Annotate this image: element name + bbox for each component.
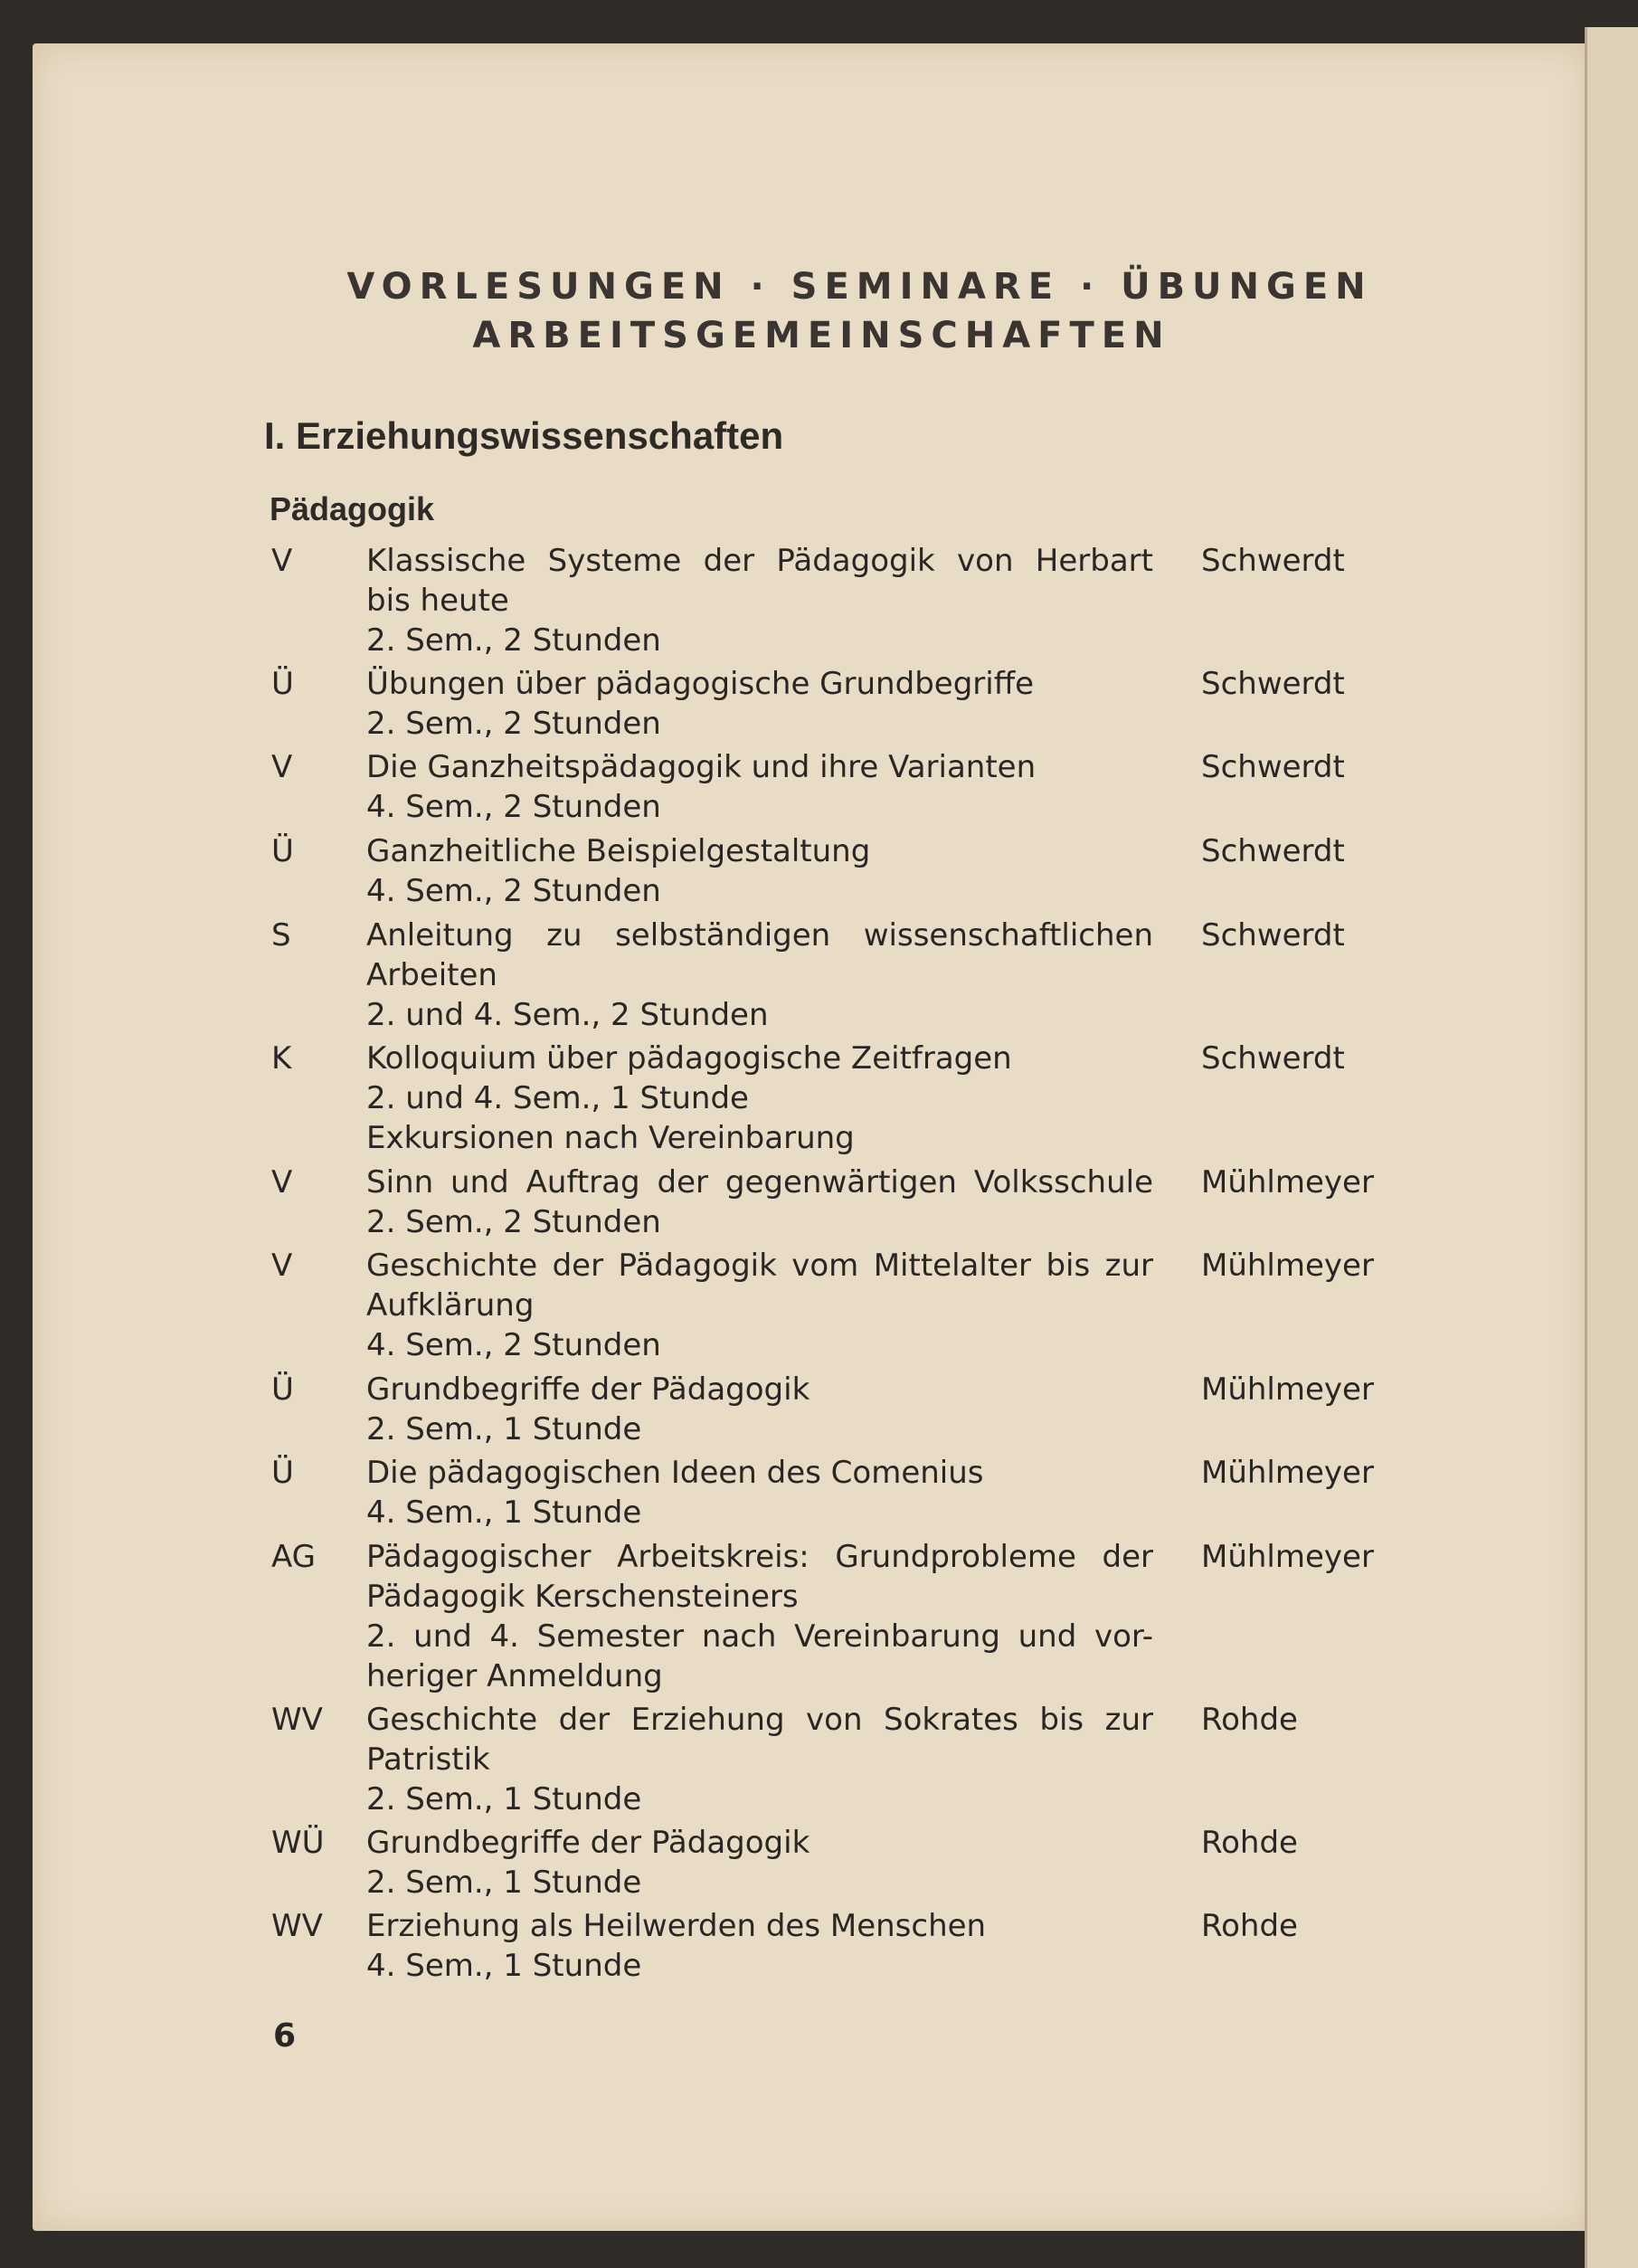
course-line: Grundbegriffe der Pädagogik [366,1371,810,1408]
page-number: 6 [273,2017,297,2054]
lecturer-name: Schwerdt [1201,917,1345,954]
course-type-code: WV [271,1908,323,1944]
adjacent-page-edge [1585,27,1638,2268]
course-description [366,1906,1153,1986]
course-type-code: S [271,917,291,954]
course-type-code: WÜ [271,1825,325,1861]
course-type-code: Ü [271,833,294,869]
course-type-code: Ü [271,1371,294,1408]
course-description [366,747,1153,827]
course-description [366,1370,1153,1449]
lecturer-name: Mühlmeyer [1201,1248,1374,1284]
course-line: 4. Sem., 2 Stunden [366,873,661,909]
course-line: Kolloquium über pädagogische Zeitfragen [366,1040,1012,1077]
course-line: 4. Sem., 2 Stunden [366,789,661,825]
course-description [366,541,1153,660]
course-line: Die pädagogischen Ideen des Comenius [366,1455,984,1491]
course-line: Die Ganzheitspädagogik und ihre Varianten [366,749,1037,785]
course-description [366,664,1153,744]
lecturer-name: Schwerdt [1201,666,1345,702]
lecturer-name: Rohde [1201,1825,1298,1861]
course-line: 2. Sem., 1 Stunde [366,1865,642,1901]
course-line: 2. Sem., 1 Stunde [366,1781,642,1817]
course-type-code: V [271,749,293,785]
course-line: Exkursionen nach Vereinbarung [366,1120,855,1156]
course-type-code: Ü [271,1455,294,1491]
lecturer-name: Schwerdt [1201,543,1345,579]
header-line-2: ARBEITSGEMEINSCHAFTEN [472,315,1171,356]
course-description [366,1537,1153,1696]
course-type-code: V [271,1248,293,1284]
course-line: Arbeiten [366,957,497,993]
course-description [366,1453,1153,1533]
course-line: 4. Sem., 1 Stunde [366,1948,642,1984]
course-line: Pädagogik Kerschensteiners [366,1579,799,1615]
course-description [366,1246,1153,1365]
course-type-code: V [271,1164,293,1200]
course-description [366,1823,1153,1903]
lecturer-name: Schwerdt [1201,833,1345,869]
lecturer-name: Mühlmeyer [1201,1371,1374,1408]
course-line: Geschichte der Pädagogik vom Mittelalter bis zur [366,1248,1153,1284]
course-line: Pädagogischer Arbeitskreis: Grundprobleme der [366,1539,1153,1575]
course-line: 2. und 4. Sem., 2 Stunden [366,997,769,1033]
course-line: Grundbegriffe der Pädagogik [366,1825,810,1861]
course-line: Erziehung als Heilwerden des Menschen [366,1908,987,1944]
course-line: 2. Sem., 2 Stunden [366,622,661,659]
course-line: 2. und 4. Sem., 1 Stunde [366,1080,749,1116]
course-description [366,831,1153,911]
course-description [366,1162,1153,1242]
course-type-code: WV [271,1702,323,1738]
course-type-code: Ü [271,666,294,702]
course-line: 4. Sem., 2 Stunden [366,1327,661,1363]
course-line: 2. Sem., 2 Stunden [366,1204,661,1240]
course-line: Geschichte der Erziehung von Sokrates bis zur [366,1702,1153,1738]
course-line: Anleitung zu selbständigen wissenschaftlichen [366,917,1153,954]
course-line: bis heute [366,583,509,619]
course-description [366,1039,1153,1158]
course-line: Patristik [366,1741,490,1778]
course-line: 4. Sem., 1 Stunde [366,1495,642,1531]
subsection-title: Pädagogik [270,490,435,527]
lecturer-name: Schwerdt [1201,749,1345,785]
section-title: I. Erziehungswissenschaften [264,414,784,457]
course-type-code: K [271,1040,292,1077]
course-description [366,1700,1153,1819]
course-type-code: V [271,543,293,579]
course-line: 2. und 4. Semester nach Vereinbarung und vor- [366,1618,1153,1655]
course-line: Aufklärung [366,1287,535,1324]
lecturer-name: Mühlmeyer [1201,1164,1374,1200]
course-description [366,916,1153,1035]
course-line: Klassische Systeme der Pädagogik von Herbart [366,543,1153,579]
lecturer-name: Schwerdt [1201,1040,1345,1077]
lecturer-name: Mühlmeyer [1201,1455,1374,1491]
course-line: 2. Sem., 1 Stunde [366,1411,642,1447]
course-line: Ganzheitliche Beispielgestaltung [366,833,871,869]
lecturer-name: Rohde [1201,1908,1298,1944]
header-line-1: VORLESUNGEN · SEMINARE · ÜBUNGEN [346,266,1373,308]
lecturer-name: Mühlmeyer [1201,1539,1374,1575]
course-line: Übungen über pädagogische Grundbegriffe [366,666,1035,702]
lecturer-name: Rohde [1201,1702,1298,1738]
course-line: 2. Sem., 2 Stunden [366,706,661,742]
course-line: Sinn und Auftrag der gegenwärtigen Volksschule [366,1164,1153,1200]
course-line: heriger Anmeldung [366,1658,663,1694]
course-type-code: AG [271,1539,317,1575]
